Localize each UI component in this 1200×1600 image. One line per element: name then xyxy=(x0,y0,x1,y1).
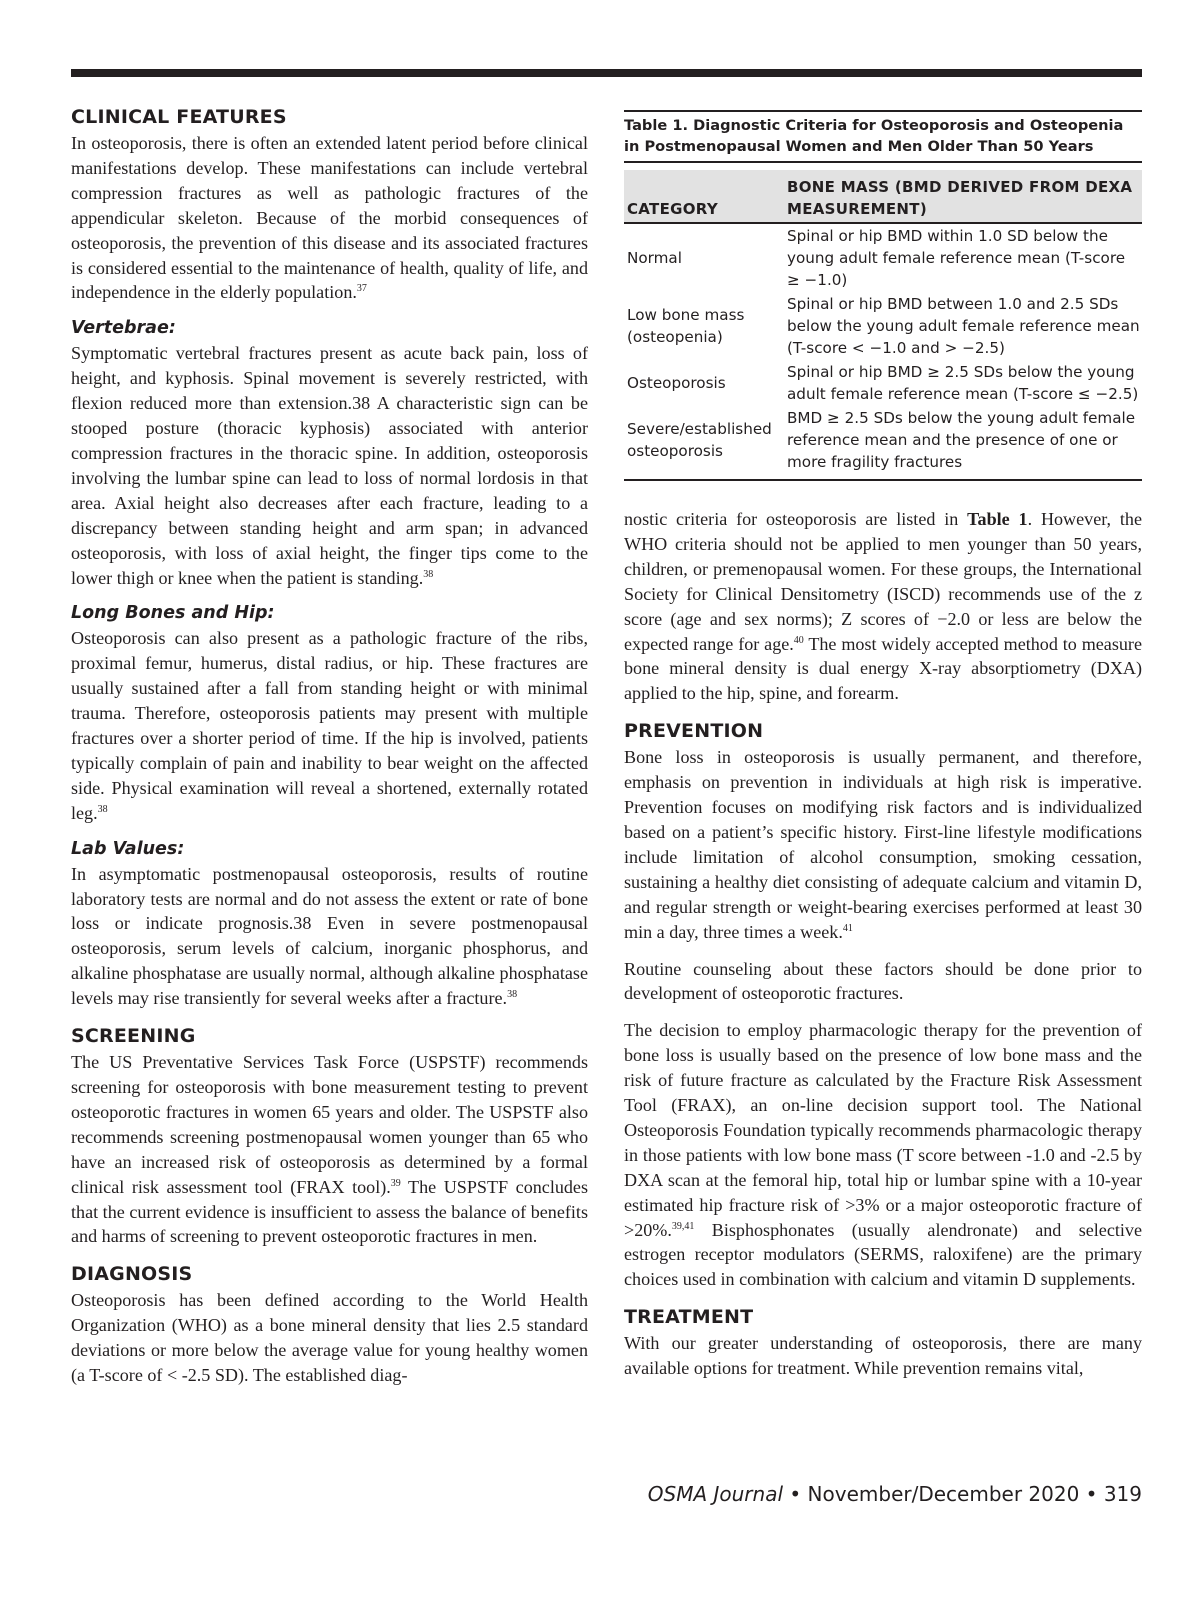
paragraph-diagnosis-continued: nostic criteria for osteoporosis are listed in Table 1. However, the WHO criteria should not be applied to men younger than 50 years, children, or premenopausal women. For these groups, the International Society for Clinical Densitometry (ISCD) recommends use of the z score (age and sex norms); Z scores of −2.0 or less are below the expected range for age.$^{40}$ The most widely accepted method to measure bone mineral density is dual energy X-ray absorptiometry (DXA) applied to the hip, spine, and forearm. xyxy=(624,509,1142,704)
heading-lab-values: Lab Values: xyxy=(71,838,185,859)
table-row xyxy=(624,360,1142,406)
paragraph-long-bones-hip: Osteoporosis can also present as a pathologic fracture of the ribs, proximal femur, humerus, distal radius, or hip. These fractures are usually sustained after a fall from standing height or with minimal trauma. Therefore, osteoporosis patients may present with multiple fractures over a shorter period of time. If the hip is involved, patients typically complain of pain and inability to bear weight on the affected side. Physical examination will reveal a shortened, externally rotated leg.$^{38}$ xyxy=(71,628,588,823)
paragraph-prevention-3: The decision to employ pharmacologic therapy for the prevention of bone loss is usually based on the presence of low bone mass and the risk of future fracture as calculated by the Fracture Risk Assessment Tool (FRAX), an on-line decision support tool. The National Osteoporosis Foundation typically recommends pharmacologic therapy in those patients with low bone mass (T score between -1.0 and -2.5 by DXA scan at the femoral hip, total hip or lumbar spine with a 10-year estimated hip fracture risk of >3% or a major osteoporotic fracture of >20%.$^{39,41}$ Bisphosphonates (usually alendronate) and selective estrogen receptor modulators (SERMS, raloxifene) are the primary choices used in combination with calcium and vitamin D supplements. xyxy=(624,1020,1142,1290)
top-rule xyxy=(71,69,1142,77)
heading-long-bones-hip: Long Bones and Hip: xyxy=(71,603,275,624)
heading-prevention: PREVENTION xyxy=(624,720,764,743)
citation: 38 xyxy=(97,803,108,815)
paragraph-prevention-2: Routine counseling about these factors should be done prior to development of osteoporotic fractures. xyxy=(624,958,1142,1004)
citation: 39,41 xyxy=(671,1220,695,1232)
citation: 38 xyxy=(507,989,518,1001)
journal-issue: November/December 2020 xyxy=(807,1482,1080,1506)
paragraph-screening: The US Preventative Services Task Force (USPSTF) recommends screening for osteoporosis with bone measurement testing to prevent osteoporotic fractures in women 65 years and older. The USPSTF also recommends screening postmenopausal women younger than 65 who have an increased risk of osteoporosis as determined by a formal clinical risk assessment tool (FRAX tool).$^{39}$ The USPSTF concludes that the current evidence is insufficient to assess the balance of benefits and harms of screening to prevent osteoporotic fractures in men. xyxy=(71,1052,589,1247)
table-cell-criteria: Spinal or hip BMD ≥ 2.5 SDs below the young adult female reference mean (T-score ≤ −2.5) xyxy=(787,363,1139,403)
diagnostic-criteria-table xyxy=(624,170,1142,481)
paragraph-prevention-1: Bone loss in osteoporosis is usually permanent, and therefore, emphasis on prevention in individuals at high risk is imperative. Prevention focuses on modifying risk factors and is individualized based on a patient’s specific history. First-line lifestyle modifications include limitation of alcohol consumption, smoking cessation, sustaining a healthy diet consisting of adequate calcium and vitamin D, and regular strength or weight-bearing exercises performed at least 30 min a day, three times a week.$^{41}$ xyxy=(624,747,1142,942)
heading-screening: SCREENING xyxy=(71,1025,196,1048)
heading-vertebrae: Vertebrae: xyxy=(71,318,176,339)
table-reference: Table 1 xyxy=(967,509,1028,529)
table-row xyxy=(624,223,1142,292)
table-cell-criteria: Spinal or hip BMD within 1.0 SD below the young adult female reference mean (T-score ≥ −1.0) xyxy=(787,227,1126,289)
heading-treatment: TREATMENT xyxy=(624,1306,754,1329)
table-cell-category: Normal xyxy=(627,249,682,267)
citation: 41 xyxy=(842,922,853,934)
citation: 38 xyxy=(423,568,434,580)
page-footer xyxy=(648,1481,1142,1507)
heading-clinical-features: CLINICAL FEATURES xyxy=(71,106,287,128)
table-row xyxy=(624,406,1142,480)
table-header-row xyxy=(624,170,1142,223)
left-column xyxy=(71,105,588,1388)
paragraph-treatment: With our greater understanding of osteoporosis, there are many available options for treatment. While prevention remains vital, xyxy=(624,1333,1142,1379)
paragraph-vertebrae: Symptomatic vertebral fractures present as acute back pain, loss of height, and kyphosis. Spinal movement is severely restricted, with flexion reduced more than extension.38 A characteristic sign can be stooped posture (thoracic kyphosis) associated with anterior compression fractures in the thoracic spine. In addition, osteoporosis involving the lumbar spine can lead to loss of normal lordosis in that area. Axial height also decreases after each fracture, leading to a discrepancy between standing height and arm span; in advanced osteoporosis, with loss of axial height, the finger tips come to the lower thigh or knee when the patient is standing.$^{38}$ xyxy=(71,343,588,588)
table-header-category: CATEGORY xyxy=(624,170,784,223)
table-cell-category: Osteoporosis xyxy=(627,374,726,392)
table-cell-criteria: BMD ≥ 2.5 SDs below the young adult female reference mean and the presence of one or more fragility fractures xyxy=(784,406,1142,480)
paragraph-lab-values: In asymptomatic postmenopausal osteoporosis, results of routine laboratory tests are normal and do not assess the extent or rate of bone loss or indicate prognosis.38 Even in severe postmenopausal osteoporosis, serum levels of calcium, inorganic phosphorus, and alkaline phosphatase are usually normal, although alkaline phosphatase levels may rise transiently for several weeks after a fracture.$^{38}$ xyxy=(71,863,588,1009)
citation: 39 xyxy=(390,1177,401,1189)
journal-name: OSMA Journal xyxy=(647,1482,784,1506)
table-cell-category: Low bone mass (osteopenia) xyxy=(627,306,745,346)
table-cell-category: Severe/established osteoporosis xyxy=(624,406,784,480)
footer-separator: • xyxy=(1079,1482,1104,1506)
right-column xyxy=(624,110,1142,1381)
page-number: 319 xyxy=(1103,1482,1142,1506)
table-header-bone-mass: BONE MASS (BMD DERIVED FROM DEXA MEASUREMENT) xyxy=(784,170,1142,223)
heading-diagnosis: DIAGNOSIS xyxy=(71,1263,193,1286)
paragraph-clinical-features: In osteoporosis, there is often an extended latent period before clinical manifestations develop. These manifestations can include vertebral compression fractures as well as pathologic fractures of the appendicular skeleton. Because of the morbid consequences of osteoporosis, the prevention of this disease and its associated fractures is considered essential to the maintenance of health, quality of life, and independence in the elderly population.$^{37}$ xyxy=(71,133,588,303)
table-cell-criteria: Spinal or hip BMD between 1.0 and 2.5 SDs below the young adult female reference mean (T-score < −1.0 and > −2.5) xyxy=(787,295,1140,357)
footer-separator: • xyxy=(783,1482,808,1506)
citation: 37 xyxy=(356,283,367,295)
table-title: Table 1. Diagnostic Criteria for Osteoporosis and Osteopenia in Postmenopausal Women and Men Older Than 50 Years xyxy=(624,110,1142,163)
citation: 40 xyxy=(793,634,804,646)
table-row xyxy=(624,292,1142,360)
paragraph-diagnosis: Osteoporosis has been defined according to the World Health Organization (WHO) as a bone mineral density that lies 2.5 standard deviations or more below the average value for young healthy women (a T-score of < -2.5 SD). The established diag- xyxy=(71,1290,588,1386)
